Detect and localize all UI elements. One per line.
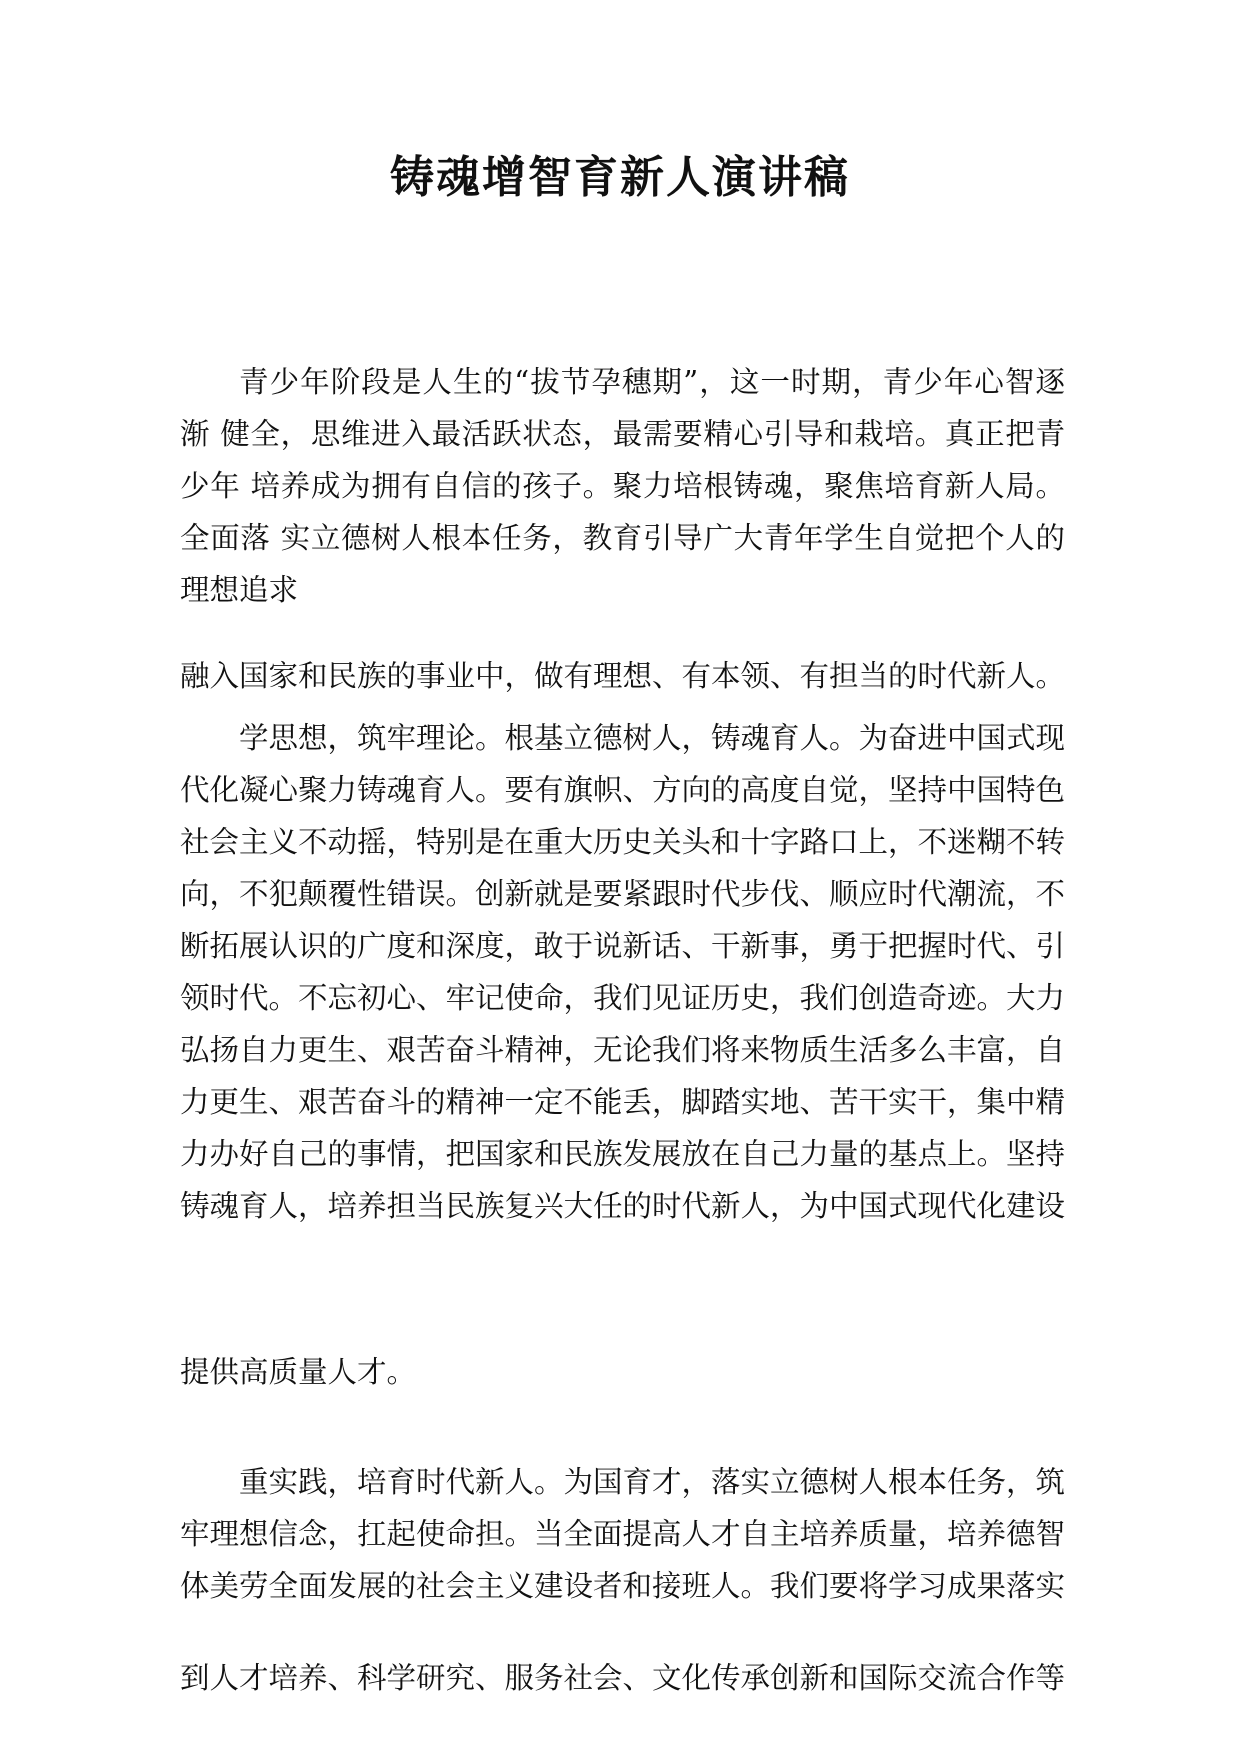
page-title: 铸魂增智育新人演讲稿	[390, 152, 850, 203]
paragraph-study-thought: 学思想，筑牢理论。根基立德树人，铸魂育人。为奋进中国式现代化凝心聚力铸魂育人。要有旗帜、方向的高度自觉，坚持中国特色社会主义不动摇，特别是在重大历史关头和十字路口上，不迷糊不转向，不犯颠覆性错误。创新就是要紧跟时代步伐、顺应时代潮流，不断拓展认识的广度和深度，敢于说新话、干新事，勇于把握时代、引领时代。不忘初心、牢记使命，我们见证历史，我们创造奇迹。大力弘扬自力更生、艰苦奋斗精神，无论我们将来物质生活多么丰富，自 力更生、艰苦奋斗的精神一定不能丢，脚踏实地、苦干实干，集中精 力办好自己的事情，把国家和民族发展放在自己力量的基点上。坚持 铸魂育人，培养担当民族复兴大任的时代新人，为中国式现代化建设	[180, 721, 1066, 1223]
paragraph-practice: 重实践，培育时代新人。为国育才，落实立德树人根本任务，筑牢理想信念，扛起使命担。当全面提高人才自主培养质量，培养德智体美劳全面发展的社会主义建设者和接班人。我们要将学习成果落实	[180, 1465, 1066, 1603]
paragraph-intro: 青少年阶段是人生的“拔节孕穗期”，这一时期，青少年心智逐渐 健全，思维进入最活跃状态，最需要精心引导和栽培。真正把青少年 培养成为拥有自信的孩子。聚力培根铸魂，聚焦培育新人局。全面落 实立德树人根本任务，教育引导广大青年学生自觉把个人的理想追求	[180, 365, 1065, 607]
paragraph-practice-continued: 到人才培养、科学研究、服务社会、文化传承创新和国际交流合作等	[180, 1661, 1066, 1695]
paragraph-study-thought-continued: 提供高质量人才。	[180, 1355, 417, 1389]
paragraph-intro-continued: 融入国家和民族的事业中，做有理想、有本领、有担当的时代新人。	[180, 659, 1066, 693]
